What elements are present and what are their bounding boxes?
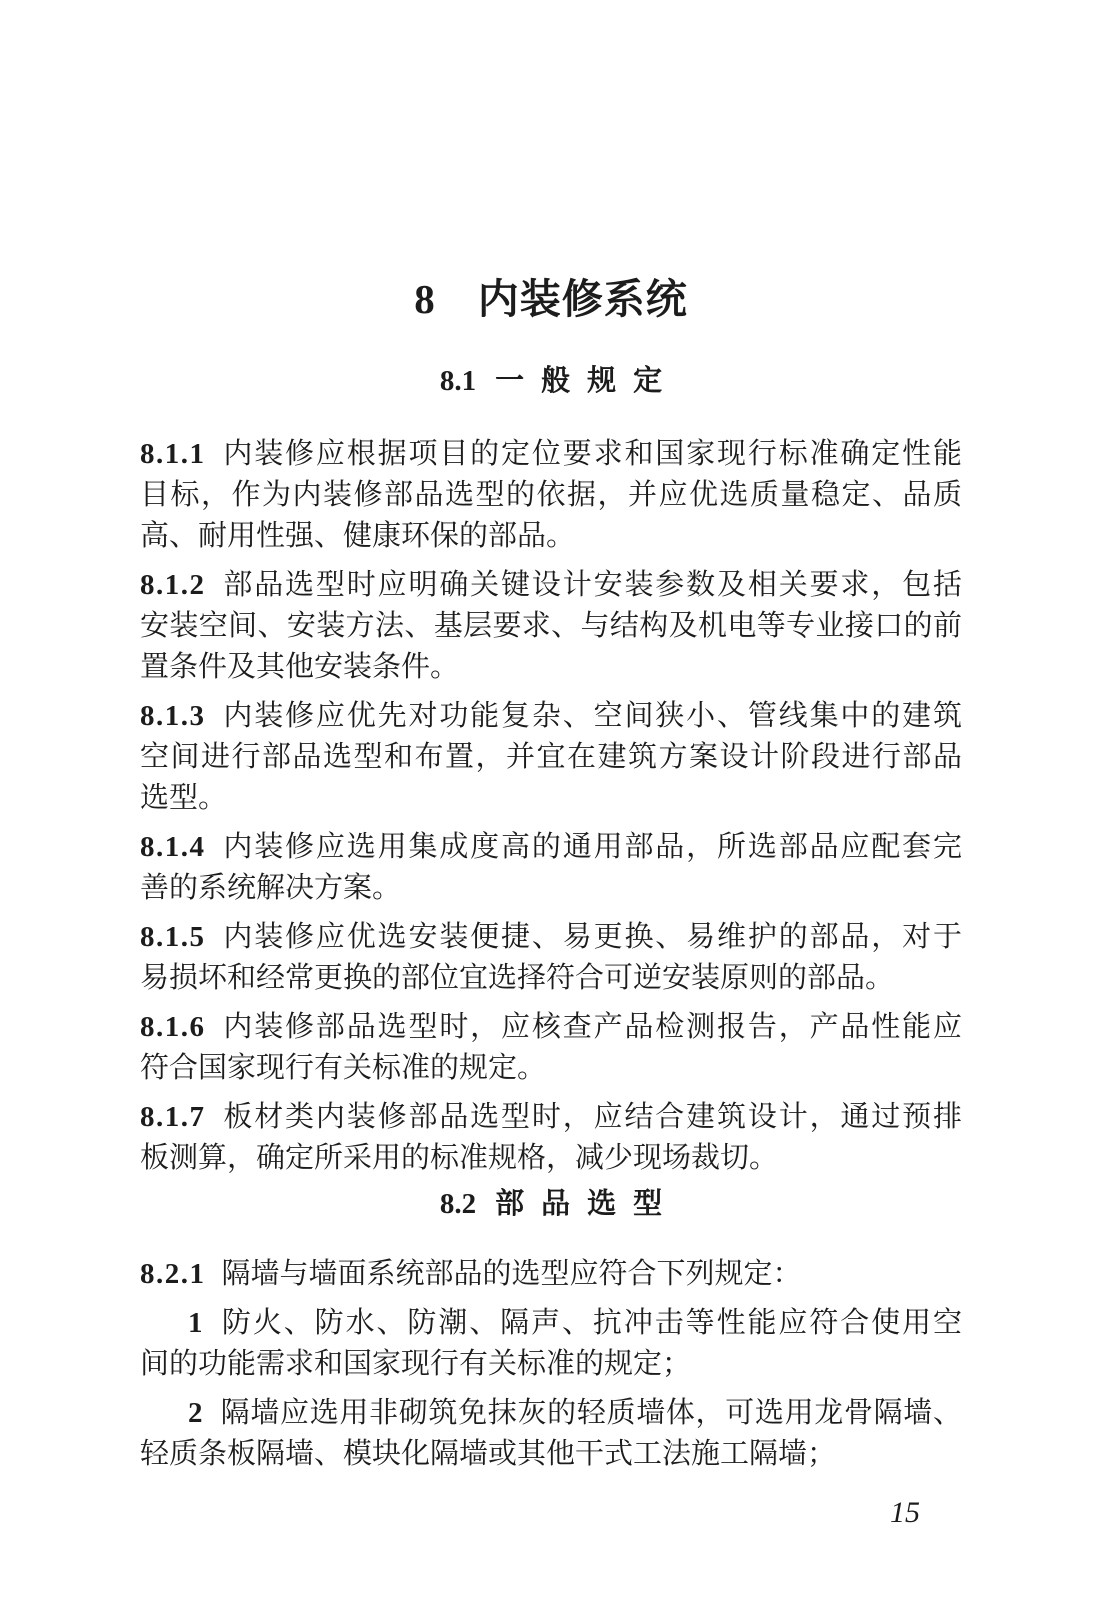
text-line	[140, 1097, 962, 1138]
clause-paragraph	[140, 1254, 962, 1295]
text-line	[140, 696, 962, 737]
clause-number: 2	[188, 1397, 204, 1429]
clause-number: 1	[188, 1307, 204, 1339]
clause-number: 8.1.5	[140, 921, 206, 953]
text-line	[140, 1007, 962, 1048]
text-line: 空间进行部品选型和布置，并宜在建筑方案设计阶段进行部品	[140, 741, 962, 773]
clause-number: 8.1.4	[140, 831, 206, 863]
chapter-number: 8	[414, 276, 436, 322]
clause-text: 板材类内装修部品选型时，应结合建筑设计，通过预排	[221, 1101, 962, 1133]
clause-text: 隔墙应选用非砌筑免抹灰的轻质墙体，可选用龙骨隔墙、	[220, 1397, 962, 1429]
clause-text: 防火、防水、防潮、隔声、抗冲击等性能应符合使用空	[220, 1307, 962, 1339]
clause-text: 部品选型时应明确关键设计安装参数及相关要求，包括	[221, 569, 962, 601]
text-line: 选型。	[140, 782, 228, 814]
clause-paragraph	[140, 1097, 962, 1179]
text-line: 符合国家现行有关标准的规定。	[140, 1052, 547, 1084]
text-line: 置条件及其他安装条件。	[140, 651, 460, 683]
chapter-title	[140, 0, 962, 323]
text-line	[140, 1393, 962, 1434]
page-content	[140, 0, 962, 1483]
clause-text: 内装修应根据项目的定位要求和国家现行标准确定性能	[221, 438, 962, 470]
clause-paragraph	[140, 827, 962, 909]
clause-paragraph	[140, 1303, 962, 1385]
clause-text: 内装修应优选安装便捷、易更换、易维护的部品，对于	[221, 921, 962, 953]
text-line	[140, 917, 962, 958]
clause-list-8-2	[140, 1254, 962, 1475]
text-line	[140, 434, 962, 475]
clause-paragraph	[140, 1393, 962, 1475]
text-line: 高、耐用性强、健康环保的部品。	[140, 520, 576, 552]
chapter-title-text: 内装修系统	[477, 276, 688, 322]
text-line: 间的功能需求和国家现行有关标准的规定；	[140, 1348, 692, 1380]
text-line	[140, 1303, 962, 1344]
clause-text: 隔墙与墙面系统部品的选型应符合下列规定：	[221, 1258, 802, 1290]
page-number: 15	[890, 1496, 920, 1529]
section-number: 8.1	[439, 365, 477, 397]
clause-paragraph	[140, 696, 962, 819]
clause-paragraph	[140, 434, 962, 557]
section-title-text: 部品选型	[495, 1188, 680, 1220]
text-line	[140, 827, 962, 868]
clause-paragraph	[140, 1007, 962, 1089]
text-line: 轻质条板隔墙、模块化隔墙或其他干式工法施工隔墙；	[140, 1438, 837, 1470]
text-line: 板测算，确定所采用的标准规格，减少现场裁切。	[140, 1142, 779, 1174]
section-heading-8-2	[140, 1187, 962, 1221]
text-line: 安装空间、安装方法、基层要求、与结构及机电等专业接口的前	[140, 610, 962, 642]
text-line: 易损坏和经常更换的部位宜选择符合可逆安装原则的部品。	[140, 962, 895, 994]
clause-number: 8.1.6	[140, 1011, 206, 1043]
clause-number: 8.1.7	[140, 1101, 206, 1133]
text-line: 目标，作为内装修部品选型的依据，并应优选质量稳定、品质	[140, 479, 962, 511]
clause-number: 8.2.1	[140, 1258, 206, 1290]
clause-text: 内装修应优先对功能复杂、空间狭小、管线集中的建筑	[221, 700, 962, 732]
clause-paragraph	[140, 917, 962, 999]
clause-number: 8.1.1	[140, 438, 206, 470]
section-title-text: 一般规定	[495, 365, 680, 397]
clause-paragraph	[140, 565, 962, 688]
text-line: 善的系统解决方案。	[140, 872, 402, 904]
clause-list-8-1	[140, 434, 962, 1179]
section-heading-8-1	[140, 364, 962, 398]
clause-number: 8.1.3	[140, 700, 206, 732]
clause-text: 内装修部品选型时，应核查产品检测报告，产品性能应	[221, 1011, 962, 1043]
text-line	[140, 1254, 962, 1295]
clause-number: 8.1.2	[140, 569, 206, 601]
section-number: 8.2	[439, 1188, 477, 1220]
text-line	[140, 565, 962, 606]
clause-text: 内装修应选用集成度高的通用部品，所选部品应配套完	[221, 831, 962, 863]
